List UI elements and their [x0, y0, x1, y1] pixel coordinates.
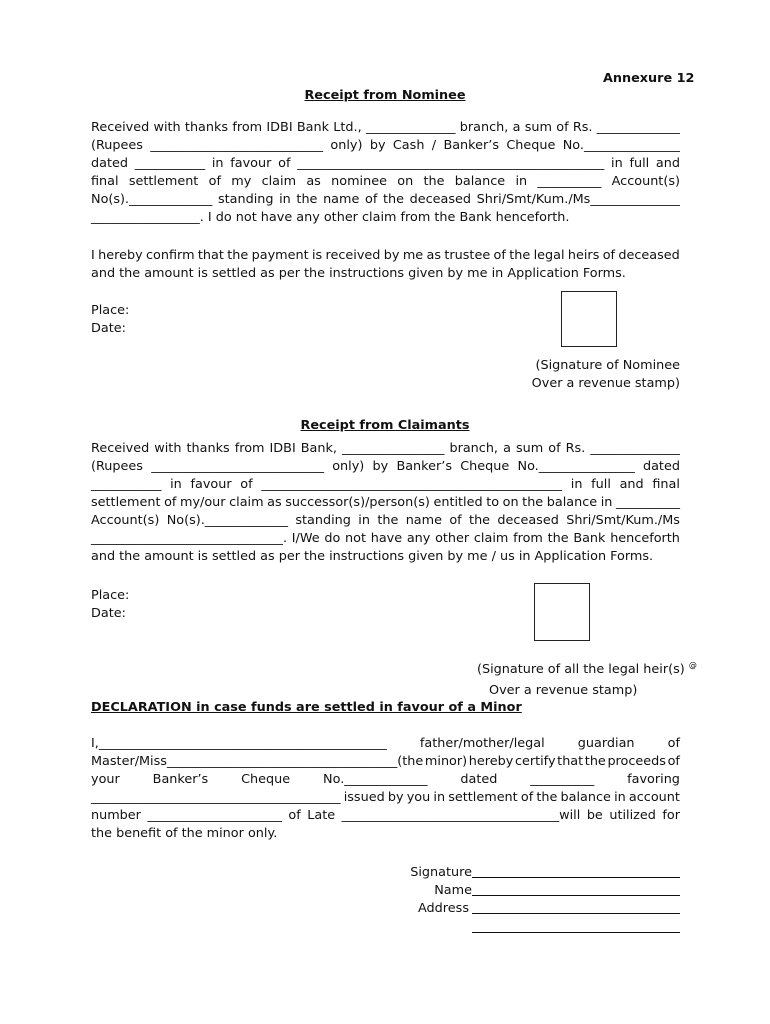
- word: sum: [515, 441, 544, 456]
- claimants-title: Receipt from Claimants: [300, 418, 470, 433]
- word: only): [330, 138, 363, 153]
- nominee-line: [91, 191, 680, 209]
- word: in: [570, 477, 583, 492]
- word: __________: [537, 174, 602, 189]
- claimants-signature-line-1: [477, 661, 697, 679]
- word: in: [279, 192, 291, 207]
- word: of: [278, 156, 291, 171]
- word: Rs.: [572, 120, 593, 135]
- claimants-line: [91, 476, 680, 494]
- nominee-line: [91, 173, 680, 191]
- word: Account(s): [611, 174, 680, 189]
- nominee-paragraph: [91, 119, 680, 227]
- word: full: [629, 156, 650, 171]
- word: I: [91, 248, 95, 263]
- word: name: [323, 192, 360, 207]
- nominee-signature-line-1: (Signature of Nominee: [535, 358, 680, 373]
- word: Shri/Smt/Kum./Ms: [566, 513, 680, 528]
- claimants-line: [91, 494, 680, 512]
- word: branch,: [459, 120, 509, 135]
- word: Bank: [296, 120, 330, 135]
- word: the: [522, 495, 544, 510]
- word: account: [628, 790, 680, 805]
- word: number: [91, 808, 141, 823]
- nominee-place-label: Place:: [91, 303, 130, 318]
- word: No(s)._____________: [166, 513, 288, 528]
- word: hereby: [98, 248, 143, 263]
- word: any: [406, 531, 431, 546]
- word: to: [486, 495, 500, 510]
- word: Cheque: [241, 772, 291, 787]
- word: Banker’s: [443, 138, 499, 153]
- word: of: [602, 248, 616, 263]
- word: Cash: [392, 138, 425, 153]
- claimants-signature-sup: @: [688, 660, 697, 670]
- word: not: [345, 531, 366, 546]
- word: of: [667, 754, 680, 769]
- claimants-paragraph: [91, 440, 680, 566]
- address-field-line-2: [472, 932, 680, 933]
- nominee-confirm-line: [91, 247, 680, 265]
- claimants-place-label: Place:: [91, 588, 130, 603]
- word: full: [591, 477, 611, 492]
- word: claim: [261, 174, 297, 189]
- word: with: [153, 120, 181, 135]
- word: of: [208, 174, 221, 189]
- word: as: [426, 248, 442, 263]
- word: as: [306, 174, 321, 189]
- word: balance: [454, 174, 506, 189]
- word: have: [370, 531, 403, 546]
- word: with: [154, 441, 182, 456]
- word: ___________________________: [151, 459, 324, 474]
- word: a: [512, 120, 521, 135]
- word: deceased: [618, 248, 680, 263]
- word: settlement: [91, 495, 161, 510]
- word: on: [397, 174, 414, 189]
- word: standing: [295, 513, 351, 528]
- word: dated: [642, 459, 680, 474]
- word: of: [164, 495, 177, 510]
- word: is: [311, 248, 323, 263]
- word: in: [600, 495, 613, 510]
- word: hereby: [468, 754, 514, 769]
- word: final: [91, 174, 119, 189]
- signature-field-line: [472, 877, 680, 878]
- word: a: [503, 441, 511, 456]
- word: sum: [524, 120, 552, 135]
- word: branch,: [449, 441, 499, 456]
- word: only): [332, 459, 365, 474]
- word: of: [493, 248, 506, 263]
- word: in: [358, 513, 370, 528]
- word: issued: [343, 790, 385, 805]
- declaration-line: [91, 771, 680, 789]
- word: do: [324, 531, 341, 546]
- nominee-revenue-stamp-box: [561, 291, 617, 347]
- declaration-line: [91, 735, 680, 753]
- word: Bank: [573, 531, 606, 546]
- word: (Rupees: [91, 459, 143, 474]
- word: favoring: [627, 772, 680, 787]
- word: Received: [91, 120, 150, 135]
- declaration-line: [91, 753, 680, 771]
- word: balance: [546, 495, 598, 510]
- word: the: [469, 513, 491, 528]
- annexure-label: Annexure 12: [603, 71, 695, 86]
- nominee-confirm-paragraph: [91, 247, 680, 283]
- word: Master/Miss____________________________________(the: [91, 754, 424, 769]
- word: claim: [229, 495, 264, 510]
- word: confirm: [146, 248, 195, 263]
- word: by: [369, 138, 386, 153]
- word: trustee: [444, 248, 491, 263]
- word: the: [536, 790, 558, 805]
- word: your: [91, 772, 120, 787]
- word: deceased: [409, 192, 472, 207]
- word: from: [513, 531, 543, 546]
- word: be: [586, 808, 603, 823]
- word: the: [509, 248, 531, 263]
- word: I/We: [291, 531, 320, 546]
- word: Late: [307, 808, 336, 823]
- word: and: [655, 156, 680, 171]
- word: of: [288, 808, 301, 823]
- word: deceased: [497, 513, 559, 528]
- word: thanks: [184, 120, 229, 135]
- word: Rs.: [565, 441, 586, 456]
- word: _______________________________________: [91, 790, 341, 805]
- claimants-line: [91, 530, 680, 548]
- word: ______________________________.: [91, 531, 288, 546]
- word: __________: [530, 772, 595, 787]
- word: the: [377, 513, 399, 528]
- word: Cheque: [506, 138, 556, 153]
- word: of: [520, 790, 534, 805]
- word: Account(s): [91, 513, 160, 528]
- word: the: [382, 192, 404, 207]
- word: Received: [91, 441, 150, 456]
- claimants-line-last: and the amount is settled as per the instructions given by me / us in Application Forms.: [91, 549, 654, 564]
- nominee-line: [91, 155, 680, 173]
- word: favour: [190, 477, 232, 492]
- word: and: [619, 477, 644, 492]
- claimants-revenue-stamp-box: [534, 583, 590, 641]
- word: in: [515, 174, 528, 189]
- word: on: [502, 495, 519, 510]
- word: IDBI: [269, 441, 296, 456]
- word: of: [364, 192, 378, 207]
- word: you: [406, 790, 431, 805]
- word: dated: [91, 156, 128, 171]
- word: standing: [217, 192, 274, 207]
- word: favour: [230, 156, 272, 171]
- claimants-line: [91, 512, 680, 530]
- claimants-signature-line-2: Over a revenue stamp): [489, 683, 638, 698]
- word: settlement: [128, 174, 199, 189]
- word: that: [557, 754, 584, 769]
- word: my/our: [179, 495, 226, 510]
- word: by: [387, 790, 404, 805]
- word: the: [227, 248, 249, 263]
- claimants-line: [91, 458, 680, 476]
- word: balance: [560, 790, 611, 805]
- word: for: [662, 808, 680, 823]
- word: Ltd.,: [333, 120, 362, 135]
- word: ___________________________: [150, 138, 324, 153]
- word: the: [296, 192, 318, 207]
- nominee-line: [91, 119, 680, 137]
- word: in: [614, 790, 626, 805]
- word: ________________________________________________: [297, 156, 605, 171]
- nominee-signature-line-2: Over a revenue stamp): [531, 376, 680, 391]
- claimants-signature-text: (Signature of all the legal heir(s): [477, 662, 685, 677]
- word: successor(s)/person(s): [285, 495, 430, 510]
- name-field-line: [472, 895, 680, 896]
- word: thanks: [186, 441, 230, 456]
- claimants-date-label: Date:: [91, 606, 126, 621]
- word: of: [556, 120, 569, 135]
- word: settlement: [448, 790, 518, 805]
- word: No._____________: [323, 772, 428, 787]
- word: as: [267, 495, 282, 510]
- nominee-date-label: Date:: [91, 321, 126, 336]
- name-label: Name: [434, 883, 472, 898]
- declaration-paragraph: [91, 735, 680, 843]
- word: of: [548, 441, 561, 456]
- word: I,_____________________________________________: [91, 736, 387, 751]
- word: claim: [473, 531, 509, 546]
- word: IDBI: [266, 120, 293, 135]
- word: ______________: [590, 441, 680, 456]
- word: the: [423, 174, 445, 189]
- word: of: [449, 513, 462, 528]
- nominee-line: [91, 137, 680, 155]
- word: final: [652, 477, 680, 492]
- word: minor): [424, 754, 468, 769]
- word: proceeds: [607, 754, 666, 769]
- word: _____________: [596, 120, 680, 135]
- word: ___________: [91, 477, 162, 492]
- word: in: [211, 156, 224, 171]
- word: from: [234, 441, 265, 456]
- word: No._______________: [562, 138, 680, 153]
- nominee-title: Receipt from Nominee: [304, 88, 466, 103]
- word: other: [435, 531, 470, 546]
- nominee-confirm-line-last: and the amount is settled as per the instructions given by me in Application Forms.: [91, 266, 626, 281]
- word: Shri/Smt/Kum./Ms______________: [476, 192, 680, 207]
- word: my: [231, 174, 252, 189]
- word: No(s)._____________: [91, 192, 213, 207]
- word: ________________: [342, 441, 445, 456]
- word: No._______________: [517, 459, 635, 474]
- word: the: [547, 531, 569, 546]
- word: guardian: [577, 736, 635, 751]
- word: utilized: [609, 808, 656, 823]
- word: by: [372, 459, 389, 474]
- word: _____________________: [147, 808, 282, 823]
- word: in: [433, 790, 446, 805]
- word: payment: [251, 248, 309, 263]
- word: heirs: [567, 248, 600, 263]
- word: of: [240, 477, 253, 492]
- word: _______________________________________________: [261, 477, 563, 492]
- word: me: [402, 248, 424, 263]
- signature-label: Signature: [410, 865, 472, 880]
- word: entitled: [433, 495, 483, 510]
- word: ______________: [365, 120, 456, 135]
- word: Banker’s: [152, 772, 209, 787]
- word: Banker’s: [396, 459, 452, 474]
- declaration-line: [91, 807, 680, 825]
- word: (Rupees: [91, 138, 143, 153]
- address-field-line-1: [472, 913, 680, 914]
- word: legal: [533, 248, 565, 263]
- declaration-title: DECLARATION in case funds are settled in favour of a Minor: [91, 700, 522, 715]
- word: Cheque: [460, 459, 510, 474]
- word: dated: [460, 772, 498, 787]
- word: __________________________________will: [341, 808, 581, 823]
- declaration-line: [91, 789, 680, 807]
- word: of: [667, 736, 680, 751]
- word: father/mother/legal: [419, 736, 545, 751]
- word: Bank,: [300, 441, 337, 456]
- word: nominee: [331, 174, 387, 189]
- word: certify: [514, 754, 556, 769]
- word: /: [431, 138, 437, 153]
- word: that: [197, 248, 224, 263]
- word: in: [170, 477, 182, 492]
- nominee-line-last: _________________. I do not have any other claim from the Bank henceforth.: [91, 210, 570, 225]
- word: from: [232, 120, 263, 135]
- declaration-line-last: the benefit of the minor only.: [91, 826, 278, 841]
- word: by: [383, 248, 400, 263]
- claimants-line: [91, 440, 680, 458]
- word: name: [405, 513, 442, 528]
- word: received: [325, 248, 381, 263]
- word: ___________: [134, 156, 206, 171]
- word: in: [611, 156, 623, 171]
- address-label: Address: [418, 901, 469, 916]
- word: __________: [615, 495, 680, 510]
- word: the: [584, 754, 606, 769]
- word: henceforth: [610, 531, 680, 546]
